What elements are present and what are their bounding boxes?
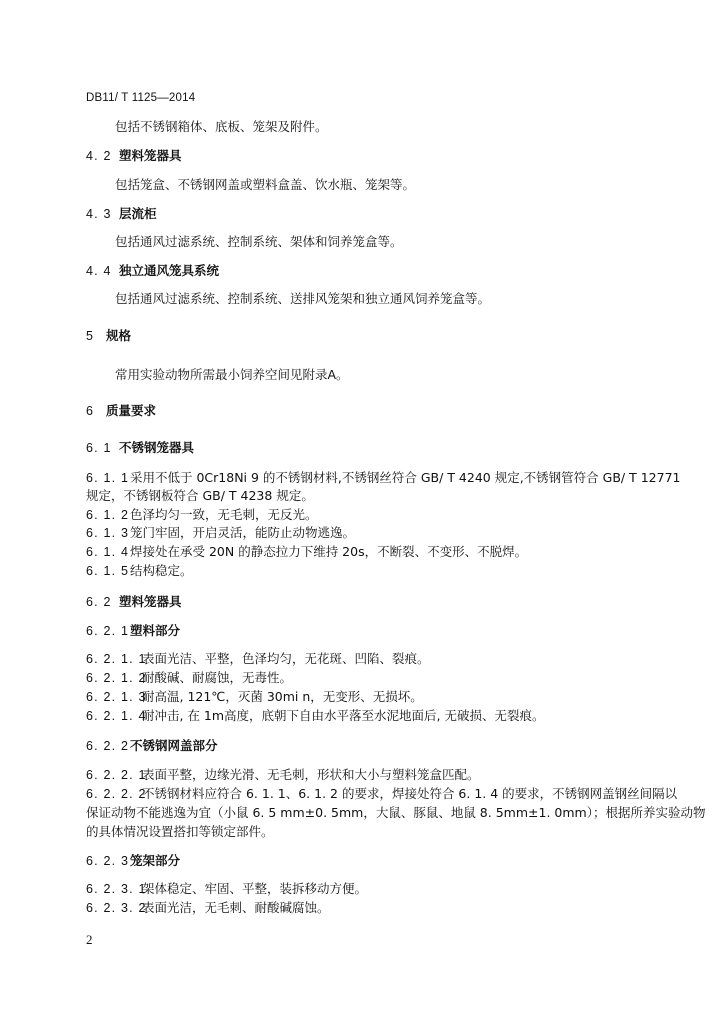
clause-6-1-1-line-2: 规定，不锈钢板符合 GB/ T 4238 规定。 [86, 488, 314, 503]
clause-6-1-5 [86, 562, 193, 580]
section-6-1-heading [86, 439, 194, 457]
section-6-2-1-heading [86, 622, 180, 640]
clause-6-2-1-1 [86, 650, 430, 668]
clause-6-2-1-4 [86, 707, 545, 725]
clause-text: 表面平整，边缘光滑、无毛刺，形状和大小与塑料笼盒匹配。 [142, 767, 480, 782]
clause-number: 6. 1. 2 [86, 508, 130, 522]
clause-number: 6. 1. 5 [86, 564, 130, 578]
section-4-4-heading [86, 262, 219, 280]
section-title: 塑料部分 [130, 623, 181, 638]
intro-paragraph: 包括不锈钢箱体、底板、笼架及附件。 [115, 119, 328, 134]
section-6-2-2-heading [86, 737, 218, 755]
clause-number: 6. 2. 2. 1 [86, 768, 147, 782]
section-5-paragraph: 常用实验动物所需最小饲养空间见附录A。 [115, 367, 349, 382]
section-6-2-3-heading [86, 852, 180, 870]
clause-text: 笼门牢固，开启灵活，能防止动物逃逸。 [130, 525, 356, 540]
clause-6-1-3 [86, 524, 355, 542]
section-title: 笼架部分 [130, 853, 181, 868]
section-number: 4. 2 [86, 149, 112, 163]
section-number: 6. 2. 1 [86, 624, 130, 638]
clause-text: 焊接处在承受 20N 的静态拉力下维持 20s，不断裂、不变形、不脱焊。 [130, 544, 528, 559]
clause-6-1-4 [86, 543, 527, 561]
clause-6-1-2 [86, 506, 318, 524]
clause-text: 不锈钢材料应符合 6. 1. 1、6. 1. 2 的要求，焊接处符合 6. 1. 4 的要求，不锈钢网盖钢丝间隔以 [142, 786, 678, 801]
clause-number: 6. 2. 1. 4 [86, 709, 147, 723]
section-number: 6 [86, 404, 95, 418]
section-title: 层流柜 [119, 206, 157, 221]
clause-6-2-3-2 [86, 899, 330, 917]
section-number: 6. 2. 3 [86, 854, 130, 868]
section-6-heading [86, 402, 156, 420]
section-4-2-paragraph: 包括笼盒、不锈钢网盖或塑料盒盖、饮水瓶、笼架等。 [115, 177, 416, 192]
clause-number: 6. 2. 3. 1 [86, 882, 147, 896]
section-number: 4. 3 [86, 207, 112, 221]
section-number: 4. 4 [86, 264, 112, 278]
section-number: 6. 2 [86, 595, 112, 609]
clause-text: 表面光洁、平整，色泽均匀，无花斑、凹陷、裂痕。 [142, 651, 430, 666]
clause-6-2-3-1 [86, 880, 367, 898]
clause-number: 6. 2. 1. 1 [86, 652, 147, 666]
section-5-heading [86, 327, 131, 345]
clause-number: 6. 1. 3 [86, 526, 130, 540]
clause-6-2-2-1 [86, 766, 480, 784]
section-4-4-paragraph: 包括通风过滤系统、控制系统、送排风笼架和独立通风饲养笼盒等。 [115, 291, 491, 306]
clause-number: 6. 1. 1 [86, 471, 130, 485]
clause-6-2-2-2-line-2: 保证动物不能逃逸为宜（小鼠 6. 5 mm±0. 5mm，大鼠、豚鼠、地鼠 8. 5mm±1. 0mm）；根据所养实验动物 [86, 805, 706, 820]
section-title: 规格 [106, 328, 132, 343]
section-title: 不锈钢笼器具 [119, 440, 195, 455]
clause-text: 表面光洁，无毛刺、耐酸碱腐蚀。 [142, 900, 330, 915]
clause-number: 6. 2. 2. 2 [86, 787, 147, 801]
clause-6-2-1-2 [86, 669, 292, 687]
section-title: 质量要求 [106, 403, 157, 418]
section-4-3-heading [86, 205, 157, 223]
section-title: 不锈钢网盖部分 [130, 738, 218, 753]
page-number: 2 [86, 932, 93, 947]
clause-text: 色泽均匀一致，无毛刺，无反光。 [130, 507, 318, 522]
clause-number: 6. 1. 4 [86, 545, 130, 559]
clause-6-2-2-2-line-3: 的具体情况设置搭扣等锁定部件。 [86, 824, 274, 839]
clause-6-2-2-2-line-1 [86, 785, 677, 803]
clause-text: 耐冲击, 在 1m高度，底朝下自由水平落至水泥地面后, 无破损、无裂痕。 [142, 708, 545, 723]
clause-number: 6. 2. 1. 2 [86, 671, 147, 685]
standard-code-header: DB11/ T 1125—2014 [86, 92, 196, 104]
section-6-2-heading [86, 593, 182, 611]
clause-text: 架体稳定、牢固、平整，装拆移动方便。 [142, 881, 368, 896]
section-title: 塑料笼器具 [119, 148, 182, 163]
clause-number: 6. 2. 1. 3 [86, 690, 147, 704]
clause-text: 耐高温, 121℃，灭菌 30mi n，无变形、无损坏。 [142, 689, 423, 704]
section-number: 6. 1 [86, 441, 112, 455]
clause-6-2-1-3 [86, 688, 423, 706]
clause-text: 结构稳定。 [130, 563, 193, 578]
clause-text: 采用不低于 0Cr18Ni 9 的不锈钢材料,不锈钢丝符合 GB/ T 4240 规定,不锈钢管符合 GB/ T 12771 [130, 470, 681, 485]
clause-6-1-1-line-1 [86, 469, 680, 487]
clause-number: 6. 2. 3. 2 [86, 901, 147, 915]
section-4-2-heading [86, 147, 182, 165]
section-number: 6. 2. 2 [86, 739, 130, 753]
section-number: 5 [86, 329, 95, 343]
clause-text: 耐酸碱、耐腐蚀，无毒性。 [142, 670, 293, 685]
section-title: 塑料笼器具 [119, 594, 182, 609]
section-title: 独立通风笼具系统 [119, 263, 220, 278]
section-4-3-paragraph: 包括通风过滤系统、控制系统、架体和饲养笼盒等。 [115, 234, 403, 249]
